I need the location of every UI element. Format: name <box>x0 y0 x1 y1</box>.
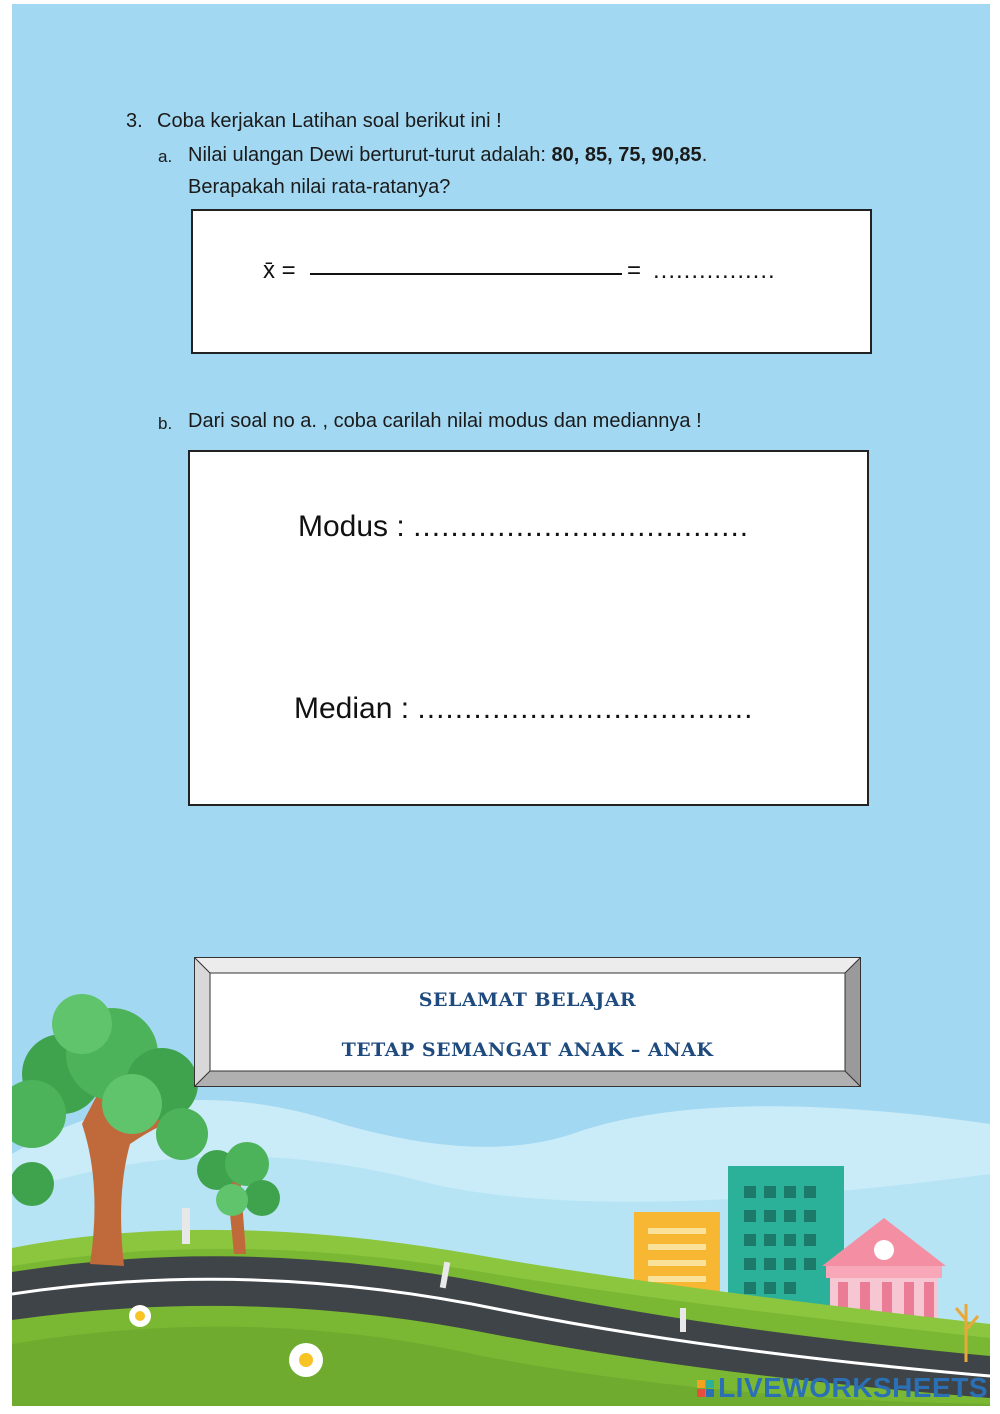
watermark-text: LIVEWORKSHEETS <box>718 1372 988 1403</box>
median-answer-blank[interactable]: .................................... <box>417 692 754 725</box>
median-row <box>294 692 753 726</box>
daisy-flower <box>289 1343 323 1377</box>
question-text: Coba kerjakan Latihan soal berikut ini ! <box>157 110 502 132</box>
liveworksheets-watermark <box>697 1372 988 1404</box>
part-a-question-line2: Berapakah nilai rata-ratanya? <box>188 176 451 198</box>
modus-answer-blank[interactable]: .................................... <box>413 510 750 543</box>
banner-frame <box>194 957 861 1087</box>
mode-median-answer-box <box>188 450 869 806</box>
modus-row <box>298 510 749 544</box>
worksheet-page <box>12 4 990 1406</box>
equals-sign: = <box>627 257 642 284</box>
score-values: 80, 85, 75, 90,85 <box>551 144 702 166</box>
banner-line-1: SELAMAT BELAJAR <box>418 989 637 1011</box>
daisy-flower <box>129 1305 151 1327</box>
mean-symbol: x̄ = <box>263 257 296 284</box>
median-label: Median : <box>294 692 410 725</box>
question-number: 3. <box>126 110 143 132</box>
part-b-letter: b. <box>158 414 173 433</box>
mean-answer-blank[interactable]: ................ <box>653 257 776 284</box>
mean-answer-box <box>191 209 872 354</box>
part-a-question: Nilai ulangan Dewi berturut-turut adalah: 80, 85, 75, 90,85. <box>188 144 708 166</box>
part-b-question: Dari soal no a. , coba carilah nilai modus dan mediannya ! <box>188 410 702 432</box>
fraction-line[interactable] <box>310 273 622 275</box>
banner-line-2: TETAP SEMANGAT ANAK – ANAK <box>341 1039 714 1061</box>
modus-label: Modus : <box>298 510 405 543</box>
liveworksheets-logo-icon <box>697 1380 714 1397</box>
closing-banner <box>194 957 861 1087</box>
part-a-letter: a. <box>158 147 173 166</box>
